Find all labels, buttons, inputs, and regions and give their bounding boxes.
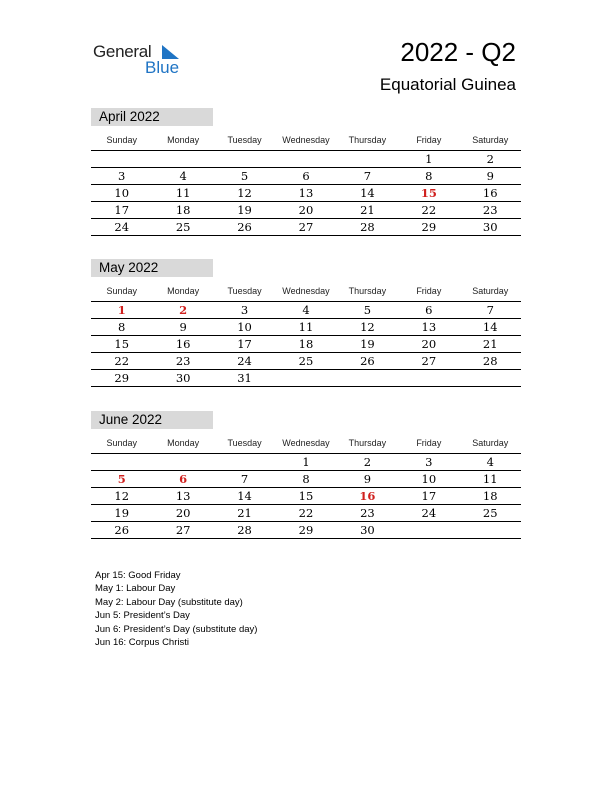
day-cell: 19 (114, 506, 130, 520)
day-cell: 5 (363, 303, 372, 317)
week-row (91, 319, 521, 336)
week-row (91, 219, 521, 236)
weekday-label: Monday (167, 135, 200, 145)
weekday-label: Friday (416, 438, 442, 448)
day-cell: 20 (298, 203, 314, 217)
day-cell: 30 (482, 220, 498, 234)
month-calendar (91, 108, 521, 236)
week-row (91, 454, 521, 471)
holiday-note: Jun 6: President’s Day (substitute day) (95, 623, 258, 635)
holiday-day-cell: 2 (179, 303, 188, 317)
day-cell: 9 (486, 169, 494, 183)
weekday-label: Sunday (106, 438, 137, 448)
day-cell: 15 (298, 489, 314, 503)
weekday-label: Saturday (472, 135, 509, 145)
logo-general-text: General (93, 42, 152, 61)
month-title: April 2022 (91, 108, 213, 126)
month-title: June 2022 (91, 411, 213, 429)
day-cell: 23 (482, 203, 498, 217)
holiday-notes (95, 569, 257, 649)
month-grid (91, 433, 521, 539)
day-cell: 21 (482, 337, 498, 351)
logo (93, 42, 193, 78)
week-row (91, 505, 521, 522)
day-cell: 27 (175, 523, 191, 537)
day-cell: 4 (302, 303, 310, 317)
day-cell: 17 (421, 489, 437, 503)
day-cell: 21 (360, 203, 375, 217)
day-cell: 10 (421, 472, 437, 486)
day-cell: 12 (237, 186, 252, 200)
day-cell: 10 (114, 186, 130, 200)
day-cell: 20 (175, 506, 191, 520)
day-cell: 24 (114, 220, 130, 234)
weekday-label: Wednesday (282, 135, 330, 145)
month-grid (91, 281, 521, 387)
day-cell: 11 (298, 320, 314, 334)
holiday-note: May 1: Labour Day (95, 583, 176, 595)
week-row (91, 522, 521, 539)
day-cell: 30 (175, 371, 191, 385)
day-cell: 4 (486, 455, 494, 469)
holiday-day-cell: 1 (117, 303, 126, 317)
day-cell: 22 (421, 203, 437, 217)
day-cell: 18 (175, 203, 191, 217)
day-cell: 14 (482, 320, 498, 334)
weekday-label: Tuesday (227, 438, 262, 448)
week-row (91, 168, 521, 185)
weekday-label: Thursday (348, 135, 387, 145)
week-row (91, 471, 521, 488)
day-cell: 19 (237, 203, 252, 217)
day-cell: 24 (237, 354, 252, 368)
weekday-header-row (91, 433, 521, 454)
week-row (91, 302, 521, 319)
day-cell: 8 (118, 320, 126, 334)
day-cell: 20 (421, 337, 437, 351)
day-cell: 25 (175, 220, 191, 234)
day-cell: 15 (114, 337, 130, 351)
day-cell: 12 (360, 320, 375, 334)
country-name: Equatorial Guinea (379, 75, 516, 94)
day-cell: 18 (482, 489, 498, 503)
day-cell: 31 (237, 371, 252, 385)
day-cell: 13 (298, 186, 314, 200)
day-cell: 18 (298, 337, 314, 351)
day-cell: 2 (363, 455, 372, 469)
day-cell: 26 (114, 523, 130, 537)
weekday-label: Friday (416, 135, 442, 145)
day-cell: 23 (360, 506, 375, 520)
month-title: May 2022 (91, 259, 213, 277)
day-cell: 28 (482, 354, 498, 368)
day-cell: 7 (486, 303, 494, 317)
weekday-label: Sunday (106, 135, 137, 145)
day-cell: 9 (363, 472, 372, 486)
holiday-note: May 2: Labour Day (substitute day) (95, 596, 243, 608)
day-cell: 4 (179, 169, 187, 183)
day-cell: 6 (302, 169, 310, 183)
holiday-day-cell: 15 (420, 186, 437, 200)
day-cell: 14 (237, 489, 252, 503)
day-cell: 28 (360, 220, 375, 234)
day-cell: 3 (425, 455, 433, 469)
holiday-note: Jun 5: President’s Day (95, 610, 190, 622)
quarter-title: 2022 - Q2 (400, 37, 516, 67)
day-cell: 17 (237, 337, 252, 351)
logo-blue-text: Blue (145, 58, 180, 77)
week-row (91, 353, 521, 370)
weekday-label: Thursday (348, 438, 387, 448)
week-row (91, 202, 521, 219)
day-cell: 16 (175, 337, 191, 351)
day-cell: 5 (240, 169, 249, 183)
day-cell: 8 (425, 169, 433, 183)
week-row (91, 488, 521, 505)
day-cell: 30 (360, 523, 375, 537)
weekday-label: Sunday (106, 286, 137, 296)
day-cell: 27 (421, 354, 437, 368)
day-cell: 11 (175, 186, 191, 200)
day-cell: 9 (179, 320, 187, 334)
holiday-day-cell: 5 (117, 472, 126, 486)
day-cell: 2 (486, 152, 494, 166)
week-row (91, 336, 521, 353)
day-cell: 27 (298, 220, 314, 234)
day-cell: 29 (421, 220, 437, 234)
weekday-label: Friday (416, 286, 442, 296)
day-cell: 7 (240, 472, 249, 486)
month-calendar (91, 259, 521, 387)
weekday-label: Monday (167, 438, 200, 448)
day-cell: 3 (118, 169, 126, 183)
day-cell: 3 (240, 303, 249, 317)
day-cell: 17 (114, 203, 130, 217)
week-row (91, 185, 521, 202)
day-cell: 1 (425, 152, 433, 166)
day-cell: 7 (363, 169, 372, 183)
day-cell: 26 (360, 354, 375, 368)
holiday-day-cell: 16 (359, 489, 376, 503)
day-cell: 24 (421, 506, 437, 520)
day-cell: 22 (298, 506, 314, 520)
weekday-header-row (91, 130, 521, 151)
month-calendar (91, 411, 521, 539)
month-grid (91, 130, 521, 236)
weekday-label: Monday (167, 286, 200, 296)
day-cell: 14 (360, 186, 375, 200)
day-cell: 8 (302, 472, 310, 486)
week-row (91, 370, 521, 387)
weekday-label: Tuesday (227, 135, 262, 145)
day-cell: 6 (425, 303, 433, 317)
day-cell: 29 (114, 371, 130, 385)
weekday-label: Tuesday (227, 286, 262, 296)
day-cell: 19 (360, 337, 375, 351)
day-cell: 25 (298, 354, 314, 368)
day-cell: 21 (237, 506, 252, 520)
day-cell: 13 (175, 489, 191, 503)
weekday-label: Saturday (472, 438, 509, 448)
day-cell: 25 (482, 506, 498, 520)
holiday-day-cell: 6 (179, 472, 188, 486)
day-cell: 12 (114, 489, 130, 503)
day-cell: 13 (421, 320, 437, 334)
day-cell: 22 (114, 354, 130, 368)
holiday-note: Apr 15: Good Friday (95, 570, 181, 581)
week-row (91, 151, 521, 168)
weekday-label: Thursday (348, 286, 387, 296)
day-cell: 23 (175, 354, 191, 368)
weekday-label: Wednesday (282, 286, 330, 296)
weekday-label: Wednesday (282, 438, 330, 448)
day-cell: 16 (482, 186, 498, 200)
day-cell: 26 (237, 220, 252, 234)
weekday-label: Saturday (472, 286, 509, 296)
weekday-header-row (91, 281, 521, 302)
day-cell: 11 (482, 472, 498, 486)
day-cell: 29 (298, 523, 314, 537)
day-cell: 10 (237, 320, 252, 334)
holiday-note: Jun 16: Corpus Christi (95, 637, 189, 649)
day-cell: 1 (302, 455, 310, 469)
day-cell: 28 (237, 523, 252, 537)
